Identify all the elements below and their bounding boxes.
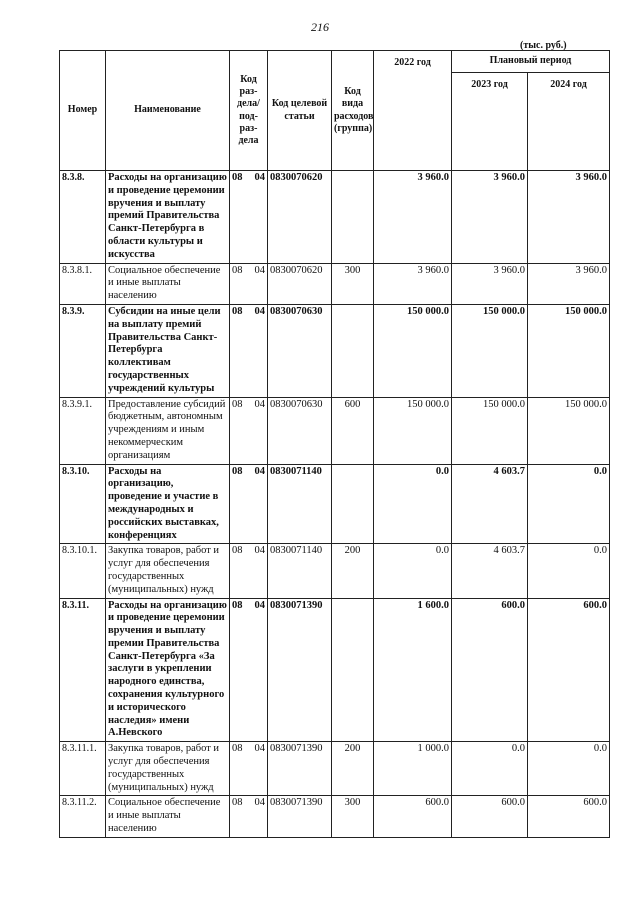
- row-target-code: 0830071140: [268, 464, 332, 544]
- row-2023: 150 000.0: [452, 304, 528, 397]
- row-section-code: [230, 544, 268, 598]
- row-2022: 0.0: [374, 544, 452, 598]
- row-2024: 150 000.0: [528, 397, 610, 464]
- row-name: Расходы на организацию и проведение церемонии вручения и выплату премий Правительства Санкт-Петербурга в области культуры и искусства: [106, 171, 230, 264]
- header-2024: 2024 год: [528, 73, 610, 171]
- row-2022: 150 000.0: [374, 304, 452, 397]
- row-expense-type: [332, 598, 374, 742]
- row-2022: 1 600.0: [374, 598, 452, 742]
- row-section: 08: [232, 264, 243, 276]
- row-2022: 600.0: [374, 796, 452, 837]
- units-label: (тыс. руб.): [520, 40, 567, 51]
- header-2022: 2022 год: [374, 51, 452, 171]
- row-2023: 4 603.7: [452, 544, 528, 598]
- header-expense-type: Код вида расходов (группа): [332, 51, 374, 171]
- table-row: [60, 464, 610, 544]
- row-2023: 600.0: [452, 796, 528, 837]
- row-2024: 0.0: [528, 544, 610, 598]
- row-expense-type: 200: [332, 544, 374, 598]
- header-number: Номер: [60, 51, 106, 171]
- row-subsection: 04: [254, 743, 265, 755]
- row-2024: 0.0: [528, 742, 610, 796]
- row-target-code: 0830071390: [268, 598, 332, 742]
- row-2023: 3 960.0: [452, 263, 528, 304]
- row-section: 08: [232, 797, 243, 809]
- row-name: Предоставление субсидий бюджетным, автономным учреждениям и иным некоммерческим организациям: [106, 397, 230, 464]
- row-2024: 600.0: [528, 598, 610, 742]
- row-section-code: [230, 171, 268, 264]
- row-2023: 600.0: [452, 598, 528, 742]
- row-2022: 1 000.0: [374, 742, 452, 796]
- page-number: 216: [311, 20, 329, 34]
- row-name: Социальное обеспечение и иные выплаты населению: [106, 796, 230, 837]
- row-2024: 0.0: [528, 464, 610, 544]
- row-number: 8.3.11.2.: [60, 796, 106, 837]
- row-section: 08: [232, 305, 243, 317]
- row-section-code: [230, 304, 268, 397]
- row-number: 8.3.11.1.: [60, 742, 106, 796]
- row-target-code: 0830070630: [268, 397, 332, 464]
- row-expense-type: 300: [332, 263, 374, 304]
- row-name: Расходы на организацию и проведение церемонии вручения и выплату премии Правительства Санкт-Петербурга «За заслуги в укреплении народного единства, сохранения культурного и исторического наследия» имени А.Невского: [106, 598, 230, 742]
- row-2022: 150 000.0: [374, 397, 452, 464]
- row-name: Закупка товаров, работ и услуг для обеспечения государственных (муниципальных) нужд: [106, 544, 230, 598]
- row-name: Социальное обеспечение и иные выплаты населению: [106, 263, 230, 304]
- row-2024: 3 960.0: [528, 263, 610, 304]
- row-target-code: 0830071390: [268, 742, 332, 796]
- header-section: Код раз-дела/ под-раз-дела: [230, 51, 268, 171]
- row-subsection: 04: [254, 545, 265, 557]
- row-2022: 0.0: [374, 464, 452, 544]
- header-target: Код целевой статьи: [268, 51, 332, 171]
- row-number: 8.3.9.1.: [60, 397, 106, 464]
- row-2023: 150 000.0: [452, 397, 528, 464]
- row-section-code: [230, 263, 268, 304]
- row-section: 08: [232, 599, 243, 611]
- row-expense-type: 200: [332, 742, 374, 796]
- row-subsection: 04: [254, 264, 265, 276]
- row-number: 8.3.10.1.: [60, 544, 106, 598]
- row-expense-type: [332, 304, 374, 397]
- row-2023: 4 603.7: [452, 464, 528, 544]
- row-section-code: [230, 598, 268, 742]
- row-number: 8.3.8.1.: [60, 263, 106, 304]
- row-section: 08: [232, 465, 243, 477]
- row-number: 8.3.9.: [60, 304, 106, 397]
- row-target-code: 0830071390: [268, 796, 332, 837]
- header-plan-period: Плановый период: [452, 51, 610, 73]
- row-target-code: 0830070620: [268, 263, 332, 304]
- table-row: [60, 796, 610, 837]
- budget-table: [59, 50, 610, 838]
- row-section: 08: [232, 172, 243, 183]
- table-row: [60, 263, 610, 304]
- row-name: Расходы на организацию, проведение и участие в международных и российских выставках, конференциях: [106, 464, 230, 544]
- row-subsection: 04: [254, 305, 265, 317]
- row-section-code: [230, 464, 268, 544]
- header-name: Наименование: [106, 51, 230, 171]
- row-section-code: [230, 796, 268, 837]
- row-number: 8.3.11.: [60, 598, 106, 742]
- row-target-code: 0830071140: [268, 544, 332, 598]
- row-name: Субсидии на иные цели на выплату премий Правительства Санкт-Петербурга коллективам государственных учреждений культуры: [106, 304, 230, 397]
- row-name: Закупка товаров, работ и услуг для обеспечения государственных (муниципальных) нужд: [106, 742, 230, 796]
- table-row: [60, 742, 610, 796]
- row-subsection: 04: [254, 172, 265, 183]
- row-expense-type: 300: [332, 796, 374, 837]
- row-subsection: 04: [254, 398, 265, 410]
- row-section: 08: [232, 743, 243, 755]
- row-number: 8.3.8.: [60, 171, 106, 264]
- table-row: [60, 598, 610, 742]
- row-2024: 150 000.0: [528, 304, 610, 397]
- row-2023: 3 960.0: [452, 171, 528, 264]
- table-row: [60, 397, 610, 464]
- row-expense-type: [332, 464, 374, 544]
- row-number: 8.3.10.: [60, 464, 106, 544]
- table-row: [60, 171, 610, 264]
- row-subsection: 04: [254, 797, 265, 809]
- row-2023: 0.0: [452, 742, 528, 796]
- table-row: [60, 304, 610, 397]
- row-target-code: 0830070620: [268, 171, 332, 264]
- row-section: 08: [232, 545, 243, 557]
- table-row: [60, 544, 610, 598]
- row-section-code: [230, 742, 268, 796]
- row-2024: 3 960.0: [528, 171, 610, 264]
- row-subsection: 04: [254, 599, 265, 611]
- header-2023: 2023 год: [452, 73, 528, 171]
- row-section: 08: [232, 398, 243, 410]
- row-target-code: 0830070630: [268, 304, 332, 397]
- row-2022: 3 960.0: [374, 263, 452, 304]
- row-2024: 600.0: [528, 796, 610, 837]
- row-subsection: 04: [254, 465, 265, 477]
- row-section-code: [230, 397, 268, 464]
- row-expense-type: 600: [332, 397, 374, 464]
- row-expense-type: [332, 171, 374, 264]
- row-2022: 3 960.0: [374, 171, 452, 264]
